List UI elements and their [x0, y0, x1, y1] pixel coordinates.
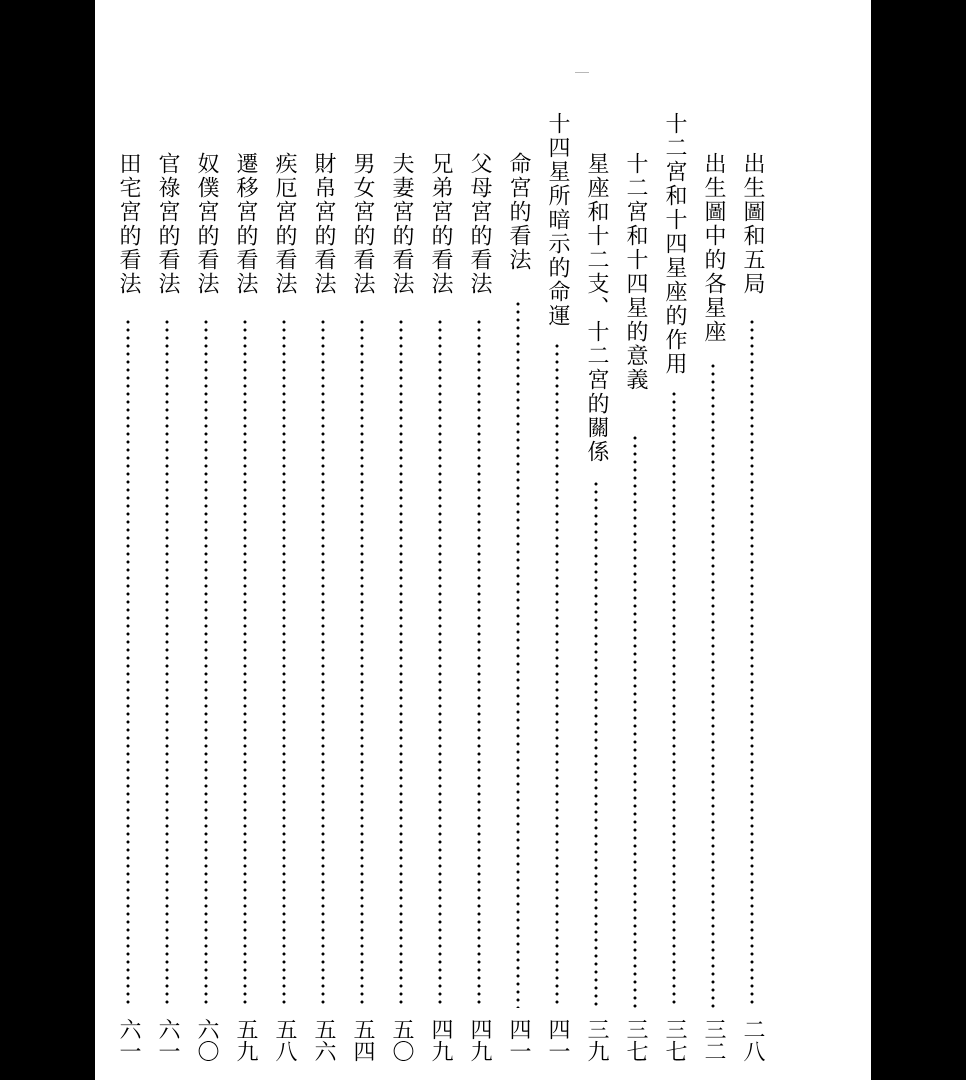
toc-entry-title: 兄弟宮的看法 — [428, 152, 453, 296]
toc-dot-leader — [750, 318, 754, 1008]
toc-entry-page: 五八 — [272, 1018, 297, 1062]
toc-entry — [695, 0, 731, 1080]
toc-entry — [344, 0, 380, 1080]
toc-dot-leader — [360, 318, 364, 1008]
toc-dot-leader — [399, 318, 403, 1008]
toc-dot-leader — [165, 318, 169, 1008]
toc-entry-page: 三二 — [701, 1018, 726, 1062]
toc-entry-title: 十二宮和十四星的意義 — [623, 152, 648, 392]
toc-dot-leader — [477, 318, 481, 1008]
toc-entry-page: 三九 — [584, 1018, 609, 1062]
toc-entry-page: 二八 — [740, 1018, 765, 1062]
toc-entry-page: 五四 — [350, 1018, 375, 1062]
toc-entry-page: 五〇 — [389, 1018, 414, 1062]
toc-dot-leader — [672, 390, 676, 1008]
toc-dot-leader — [594, 480, 598, 1008]
toc-entry-page: 四九 — [467, 1018, 492, 1062]
toc-entry-page: 三七 — [623, 1018, 648, 1062]
toc-entry-page: 四一 — [506, 1018, 531, 1062]
toc-entry-page: 四九 — [428, 1018, 453, 1062]
toc-entry-page: 五六 — [311, 1018, 336, 1062]
toc-entry-title: 出生圖和五局 — [740, 152, 765, 296]
toc-entry — [578, 0, 614, 1080]
toc-entry-page: 六一 — [116, 1018, 141, 1062]
toc-entry-title: 夫妻宮的看法 — [389, 152, 414, 296]
book-page — [95, 0, 871, 1080]
toc-dot-leader — [126, 318, 130, 1008]
toc-dot-leader — [711, 362, 715, 1008]
toc-entry — [617, 0, 653, 1080]
toc-entry — [656, 0, 692, 1080]
toc-entry — [305, 0, 341, 1080]
toc-entry-page: 三七 — [662, 1018, 687, 1062]
toc-dot-leader — [438, 318, 442, 1008]
toc-entry-page: 六〇 — [194, 1018, 219, 1062]
toc-dot-leader — [633, 434, 637, 1008]
toc-dot-leader — [516, 300, 520, 1008]
toc-dot-leader — [282, 318, 286, 1008]
toc-entry-title: 父母宮的看法 — [467, 152, 492, 296]
toc-entry-title: 遷移宮的看法 — [233, 152, 258, 296]
toc-entry — [500, 0, 536, 1080]
toc-entry-title: 出生圖中的各星座 — [701, 152, 726, 344]
toc-entry — [149, 0, 185, 1080]
toc-entry-title: 十四星所暗示的命運 — [545, 112, 570, 328]
toc-entry-page: 四一 — [545, 1018, 570, 1062]
toc-dot-leader — [204, 318, 208, 1008]
toc-entry-title: 命宮的看法 — [506, 152, 531, 272]
toc-entry — [461, 0, 497, 1080]
toc-entry-title: 官祿宮的看法 — [155, 152, 180, 296]
toc-entry-title: 疾厄宮的看法 — [272, 152, 297, 296]
toc-entry-title: 財帛宮的看法 — [311, 152, 336, 296]
toc-entry-page: 六一 — [155, 1018, 180, 1062]
toc-entry — [539, 0, 575, 1080]
toc-entry — [188, 0, 224, 1080]
toc-entry — [110, 0, 146, 1080]
toc-entry-page: 五九 — [233, 1018, 258, 1062]
toc-entry — [266, 0, 302, 1080]
toc-dot-leader — [321, 318, 325, 1008]
toc-entry — [383, 0, 419, 1080]
toc-entry — [227, 0, 263, 1080]
toc-dot-leader — [243, 318, 247, 1008]
toc-entry-title: 田宅宮的看法 — [116, 152, 141, 296]
toc-entry-title: 奴僕宮的看法 — [194, 152, 219, 296]
toc-entry — [734, 0, 770, 1080]
toc-entry-title: 男女宮的看法 — [350, 152, 375, 296]
toc-entry — [422, 0, 458, 1080]
toc-entry-title: 星座和十二支、十二宮的關係 — [584, 152, 609, 464]
toc-entry-title: 十二宮和十四星座的作用 — [662, 112, 687, 376]
toc-dot-leader — [555, 342, 559, 1008]
